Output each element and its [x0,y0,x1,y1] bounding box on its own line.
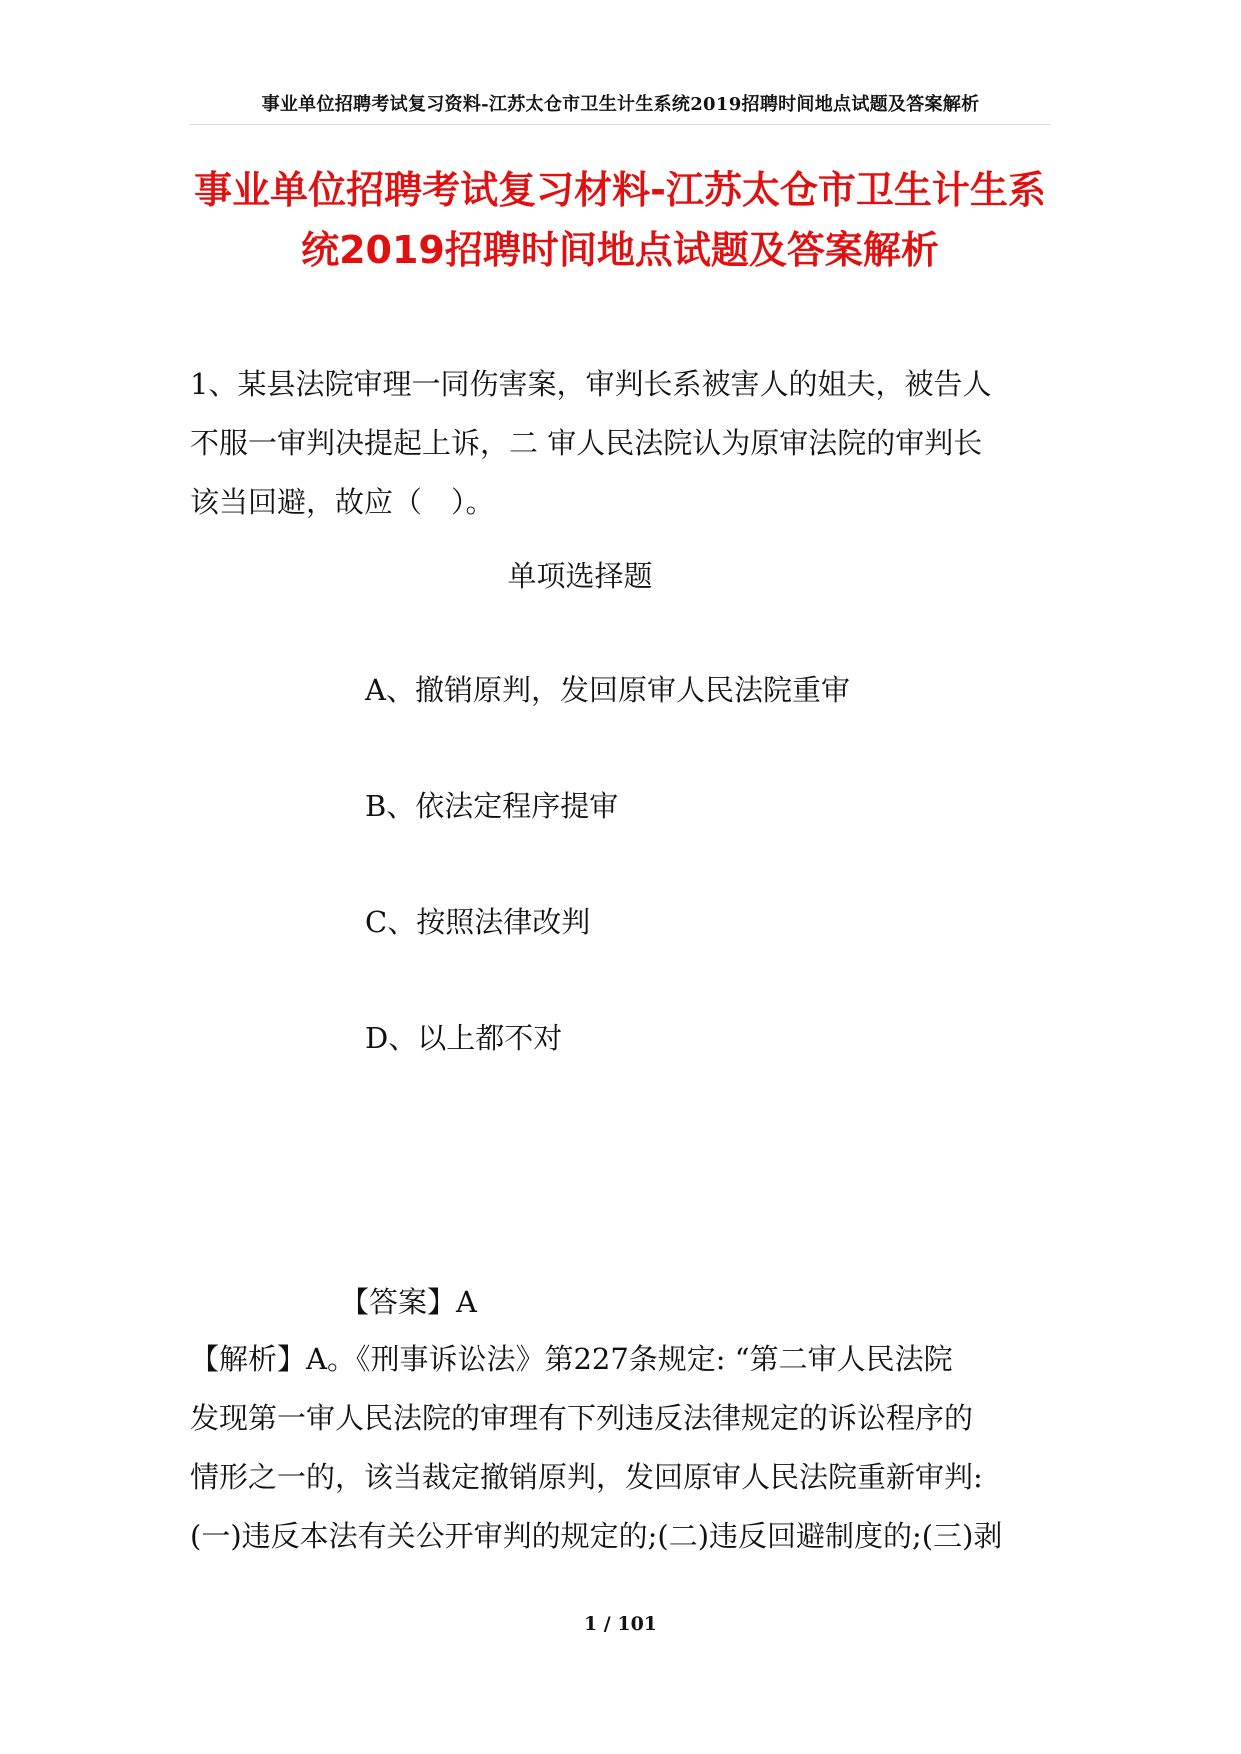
question-type-label: 单项选择题 [507,559,653,593]
running-header: 事业单位招聘考试复习资料-江苏太仓市卫生计生系统2019招聘时间地点试题及答案解析 [261,94,980,115]
question-line: 该当回避，故应（ ）。 [190,485,495,519]
title-line-2: 统2019招聘时间地点试题及答案解析 [301,228,939,272]
option-c: C、按照法律改判 [365,905,591,939]
option-d: D、以上都不对 [365,1021,563,1055]
analysis-line: 【解析】A。《刑事诉讼法》第227条规定: “第二审人民法院 [190,1342,953,1376]
question-stem [190,355,1060,532]
document-title [130,160,1110,280]
analysis-line: 发现第一审人民法院的审理有下列违反法律规定的诉讼程序的 [190,1401,974,1435]
question-line: 1、某县法院审理一同伤害案，审判长系被害人的姐夫，被告人 [190,367,992,401]
analysis-block [190,1330,1060,1566]
question-line: 不服一审判决提起上诉，二 审人民法院认为原审法院的审判长 [190,426,983,460]
header-divider [190,124,1050,125]
page-number: 1 / 101 [583,1613,658,1635]
analysis-line: 情形之一的，该当裁定撤销原判，发回原审人民法院重新审判: [190,1460,983,1494]
option-b: B、依法定程序提审 [365,789,619,823]
analysis-line: (一)违反本法有关公开审判的规定的;(二)违反回避制度的;(三)剥 [190,1519,1003,1553]
title-line-1: 事业单位招聘考试复习材料-江苏太仓市卫生计生系 [194,168,1046,212]
option-a: A、撤销原判，发回原审人民法院重审 [365,673,850,707]
answer-label: 【答案】A [340,1285,477,1319]
